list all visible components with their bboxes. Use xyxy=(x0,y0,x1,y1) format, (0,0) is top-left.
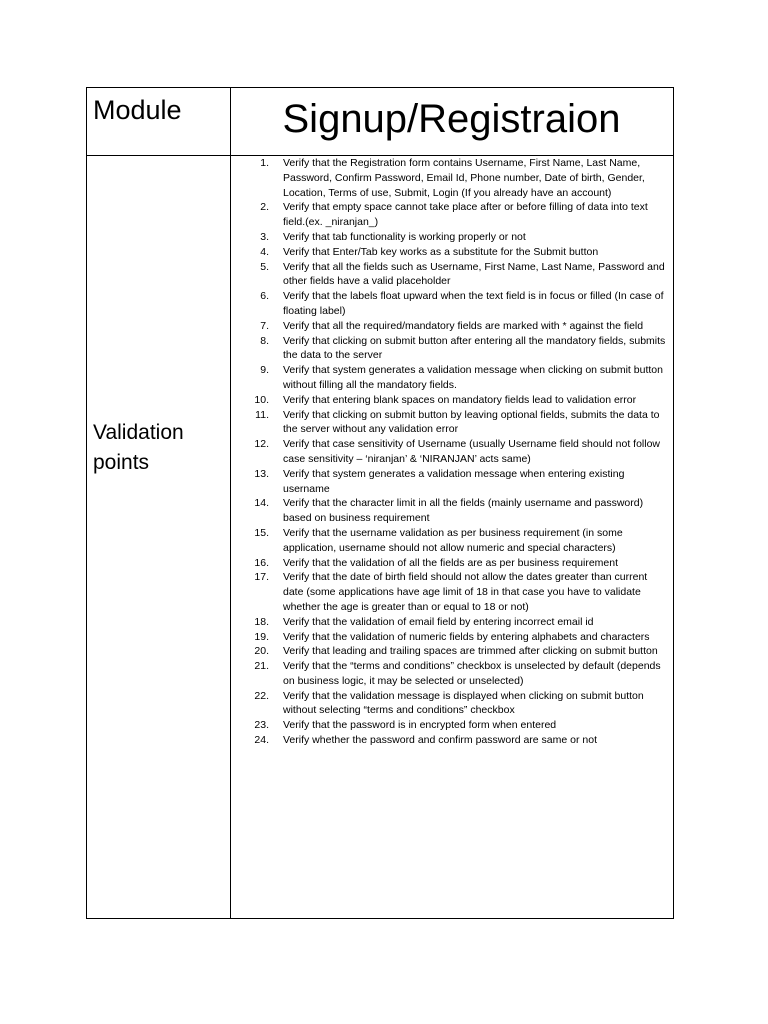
validation-point-text: Verify that empty space cannot take place after or before filling of data into text field.(ex. _niranjan_) xyxy=(283,201,648,229)
validation-point-text: Verify that the validation of email field by entering incorrect email id xyxy=(283,615,594,628)
validation-point-item xyxy=(254,467,667,497)
validation-point-item xyxy=(260,319,667,334)
validation-point-text: Verify that the character limit in all the fields (mainly username and password) based on business requirement xyxy=(283,497,644,525)
validation-points-label xyxy=(93,418,223,478)
validation-point-text: Verify that all the required/mandatory fields are marked with * against the field xyxy=(283,319,644,332)
validation-point-item xyxy=(254,496,667,526)
validation-point-number: 23. xyxy=(254,719,269,732)
validation-point-item xyxy=(260,156,667,200)
validation-point-number: 17. xyxy=(254,571,269,584)
validation-point-number: 7. xyxy=(260,319,269,332)
test-case-table xyxy=(86,87,674,919)
validation-point-item xyxy=(254,630,667,645)
validation-point-text: Verify that the validation message is displayed when clicking on submit button without selecting “terms and conditions” checkbox xyxy=(283,689,644,717)
validation-point-text: Verify that all the fields such as Username, First Name, Last Name, Password and other fields have a valid placeholder xyxy=(283,260,665,288)
validation-point-text: Verify that system generates a validation message when entering existing username xyxy=(283,467,625,495)
validation-point-number: 24. xyxy=(254,734,269,747)
validation-point-item xyxy=(260,363,667,393)
validation-point-number: 15. xyxy=(254,526,269,539)
validation-point-item xyxy=(254,659,667,689)
validation-point-text: Verify that tab functionality is working properly or not xyxy=(283,230,526,243)
validation-point-item xyxy=(260,334,667,364)
validation-point-item xyxy=(260,230,667,245)
validation-point-text: Verify that the password is in encrypted form when entered xyxy=(283,719,557,732)
column-divider xyxy=(230,88,231,918)
validation-point-number: 16. xyxy=(254,556,269,569)
validation-point-number: 20. xyxy=(254,645,269,658)
validation-point-number: 3. xyxy=(260,230,269,243)
validation-point-item xyxy=(260,260,667,290)
validation-point-text: Verify that clicking on submit button by leaving optional fields, submits the data to the server without any validation error xyxy=(283,408,660,436)
validation-point-item xyxy=(254,733,667,748)
validation-point-text: Verify that the labels float upward when the text field is in focus or filled (In case of floating label) xyxy=(283,290,664,317)
validation-point-number: 8. xyxy=(260,334,269,347)
validation-point-number: 6. xyxy=(260,290,269,303)
validation-point-item xyxy=(254,437,667,467)
validation-point-text: Verify that clicking on submit button after entering all the mandatory fields, submits the data to the server xyxy=(283,334,666,362)
validation-point-number: 11. xyxy=(255,408,269,421)
validation-point-text: Verify that leading and trailing spaces are trimmed after clicking on submit button xyxy=(283,645,658,658)
validation-point-text: Verify that the Registration form contains Username, First Name, Last Name, Password, Confirm Password, Email Id, Phone number, Date of birth, Gender, Location, Terms of use, Submit, Login (If you already have an account) xyxy=(283,157,645,199)
section-label-line: Validation xyxy=(93,421,184,444)
validation-point-item xyxy=(254,615,667,630)
validation-point-text: Verify that Enter/Tab key works as a substitute for the Submit button xyxy=(283,245,599,258)
validation-point-number: 5. xyxy=(260,260,269,273)
validation-point-item xyxy=(254,393,667,408)
validation-point-number: 9. xyxy=(260,364,269,377)
validation-point-item xyxy=(260,245,667,260)
validation-point-number: 13. xyxy=(254,467,269,480)
validation-point-number: 21. xyxy=(254,660,269,673)
validation-point-text: Verify that the validation of numeric fields by entering alphabets and characters xyxy=(283,630,650,643)
validation-point-number: 12. xyxy=(254,438,269,451)
validation-point-number: 22. xyxy=(254,689,269,702)
validation-point-text: Verify that system generates a validation message when clicking on submit button without filling all the mandatory fields. xyxy=(283,364,663,391)
validation-point-item xyxy=(254,718,667,733)
validation-point-text: Verify that case sensitivity of Username (usually Username field should not follow case sensitivity – ‘niranjan’ & ‘NIRANJAN’ acts same) xyxy=(283,438,661,465)
validation-point-number: 10. xyxy=(254,393,269,406)
validation-point-number: 19. xyxy=(254,630,269,643)
validation-point-item xyxy=(254,526,667,556)
module-title: Signup/Registraion xyxy=(282,97,621,141)
validation-point-number: 18. xyxy=(254,615,269,628)
validation-point-text: Verify that the validation of all the fields are as per business requirement xyxy=(283,556,619,569)
module-label: Module xyxy=(93,95,182,125)
validation-point-item xyxy=(254,644,667,659)
validation-point-item xyxy=(260,200,667,230)
validation-point-number: 2. xyxy=(260,201,269,214)
validation-point-number: 1. xyxy=(260,157,269,169)
validation-point-item xyxy=(260,289,667,319)
validation-point-item xyxy=(254,556,667,571)
validation-points-list xyxy=(254,156,667,748)
validation-point-text: Verify that the “terms and conditions” checkbox is unselected by default (depends on business logic, it may be selected or unselected) xyxy=(283,660,661,687)
validation-point-number: 14. xyxy=(254,497,269,510)
validation-point-text: Verify that the username validation as per business requirement (in some application, username should not allow numeric and special characters) xyxy=(283,526,623,554)
validation-point-text: Verify that the date of birth field should not allow the dates greater than current date (some applications have age limit of 18 in that case you have to validate whether the age is greater than or equal to 18 or not) xyxy=(283,571,648,613)
validation-point-number: 4. xyxy=(260,245,269,258)
validation-point-text: Verify whether the password and confirm password are same or not xyxy=(283,734,597,747)
validation-point-item xyxy=(254,689,667,719)
validation-point-text: Verify that entering blank spaces on mandatory fields lead to validation error xyxy=(283,393,637,406)
validation-point-item xyxy=(254,570,667,614)
section-label-line: points xyxy=(93,451,150,474)
validation-point-item xyxy=(255,408,667,438)
